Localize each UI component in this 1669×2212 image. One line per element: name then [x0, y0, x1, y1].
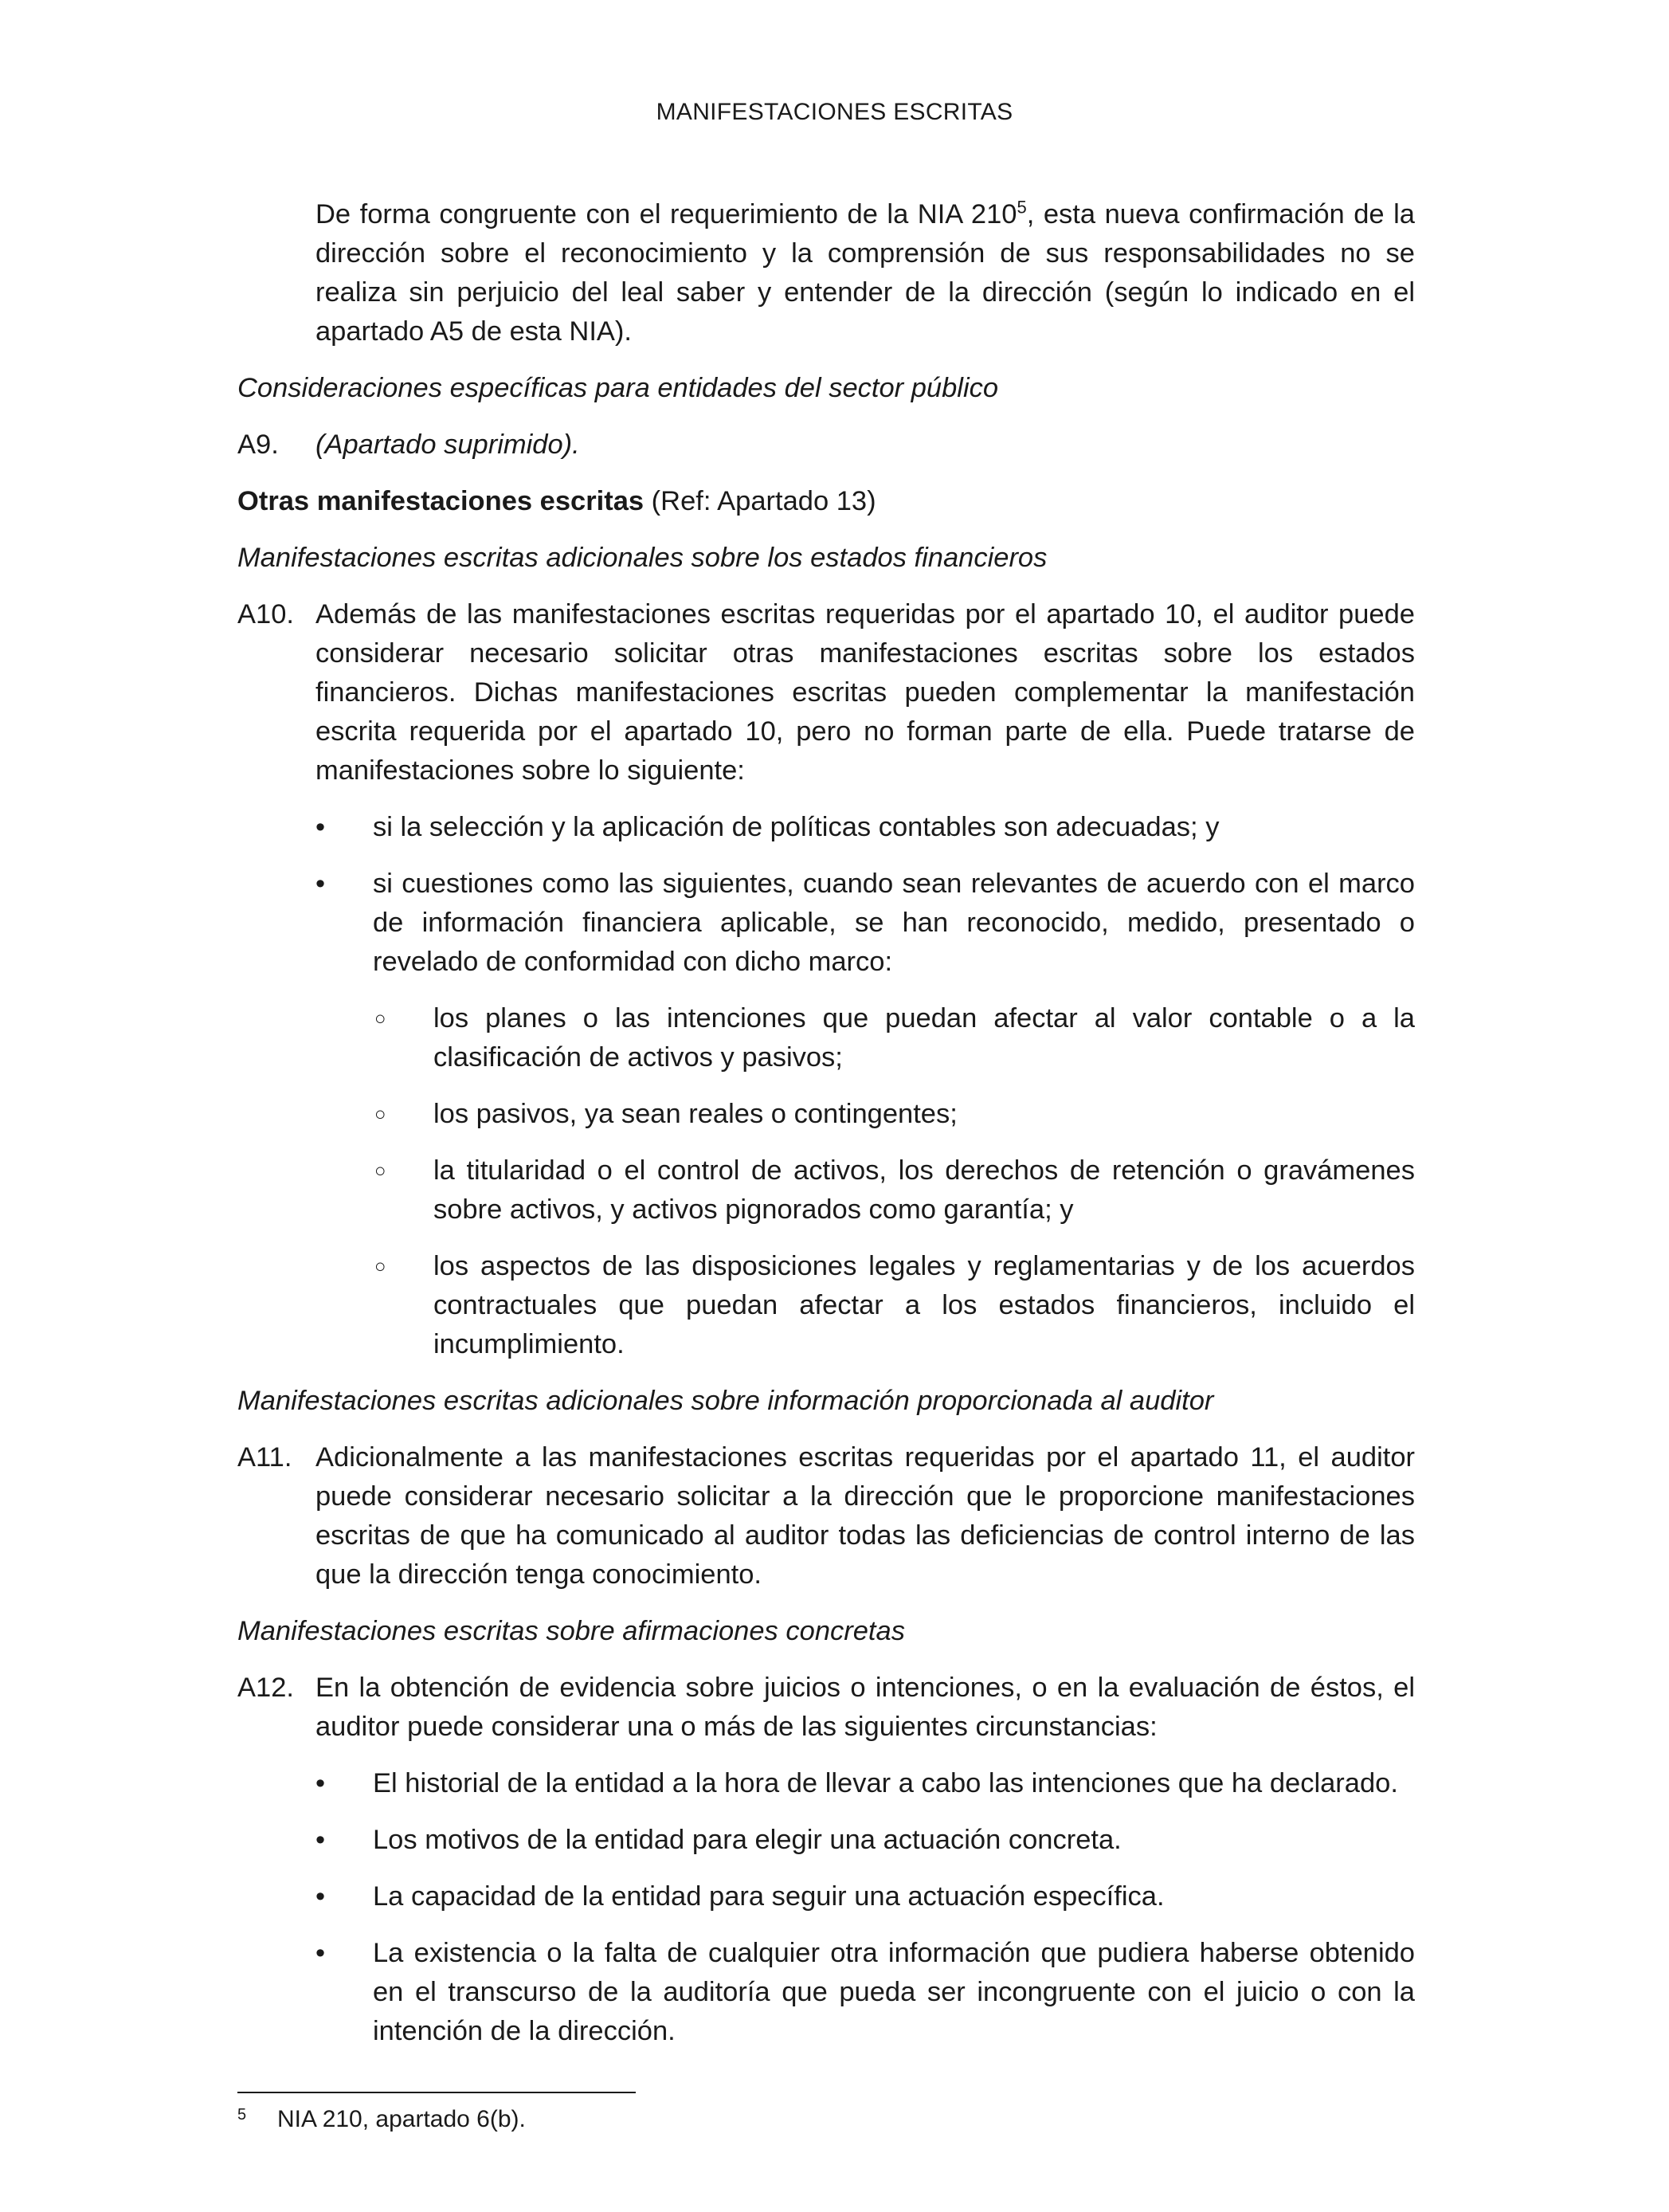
bullet-icon: •	[315, 1881, 326, 1912]
sub-list-item-text: los aspectos de las disposiciones legales y reglamentarias y de los acuerdos contractuales que puedan afectar a los estados financieros, incluido el incumplimiento.	[433, 1251, 1415, 1359]
list-item-text: si cuestiones como las siguientes, cuando sean relevantes de acuerdo con el marco de información financiera aplicable, se han reconocido, medido, presentado o revelado de conformidad con dicho marco:	[373, 869, 1415, 977]
paragraph-text: Adicionalmente a las manifestaciones escritas requeridas por el apartado 11, el auditor puede considerar necesario solicitar a la dirección que le proporcione manifestaciones escritas de que ha comunicado al auditor todas las deficiencias de control interno de las que la dirección tenga conocimiento.	[315, 1442, 1415, 1590]
sub-list-item-text: la titularidad o el control de activos, los derechos de retención o gravámenes sobre activos, y activos pignorados como garantía; y	[433, 1155, 1415, 1225]
circle-bullet-icon: ○	[374, 1008, 386, 1030]
list-item-text: si la selección y la aplicación de políticas contables son adecuadas; y	[373, 812, 1220, 842]
heading-bold: Otras manifestaciones escritas	[237, 486, 644, 516]
running-header: MANIFESTACIONES ESCRITAS	[656, 99, 1013, 125]
paragraph-text: Además de las manifestaciones escritas requeridas por el apartado 10, el auditor puede considerar necesario solicitar otras manifestaciones escritas sobre los estados financieros. Dichas manifestaciones escritas pueden complementar la manifestación escrita requerida por el apartado 10, pero no forman parte de ella. Puede tratarse de manifestaciones sobre lo siguiente:	[315, 599, 1415, 786]
section-heading-public: Consideraciones específicas para entidades del sector público	[237, 373, 999, 403]
footnote-ref[interactable]: 5	[1017, 197, 1027, 218]
list-item	[315, 1764, 1415, 1803]
section-heading-info: Manifestaciones escritas adicionales sobre información proporcionada al auditor	[237, 1386, 1214, 1416]
sub-list-item	[373, 999, 1415, 1077]
footnote	[237, 2104, 526, 2136]
paragraph-text: En la obtención de evidencia sobre juicios o intenciones, o en la evaluación de éstos, el auditor puede considerar una o más de las siguientes circunstancias:	[315, 1673, 1415, 1742]
list-item	[315, 865, 1415, 982]
circle-bullet-icon: ○	[374, 1160, 386, 1182]
section-heading-financial: Manifestaciones escritas adicionales sobre los estados financieros	[237, 543, 1048, 573]
bullet-icon: •	[315, 869, 326, 899]
sub-list-item-text: los pasivos, ya sean reales o contingentes;	[433, 1099, 958, 1129]
list-item-text: La capacidad de la entidad para seguir una actuación específica.	[373, 1881, 1165, 1912]
bullet-icon: •	[315, 1768, 326, 1798]
section-heading-other	[237, 482, 1415, 521]
paragraph-a11	[237, 1438, 1415, 1594]
paragraph-number: A12.	[237, 1673, 294, 1703]
list-item	[315, 808, 1415, 847]
footnote-number: 5	[237, 2106, 247, 2124]
footnote-divider	[237, 2092, 636, 2093]
section-heading-specific: Manifestaciones escritas sobre afirmaciones concretas	[237, 1616, 905, 1646]
sub-list-item	[373, 1095, 1415, 1134]
circle-bullet-icon: ○	[374, 1104, 386, 1125]
paragraph-a12	[237, 1669, 1415, 1747]
sub-list-item-text: los planes o las intenciones que puedan afectar al valor contable o a la clasificación de activos y pasivos;	[433, 1003, 1415, 1073]
sub-list-item	[373, 1247, 1415, 1364]
paragraph-number: A10.	[237, 599, 294, 629]
footnote-text: NIA 210, apartado 6(b).	[277, 2106, 526, 2132]
paragraph-number: A9.	[237, 429, 279, 460]
sub-list-item	[373, 1151, 1415, 1230]
heading-ref: (Ref: Apartado 13)	[644, 486, 876, 516]
list-item	[315, 1934, 1415, 2051]
paragraph-number: A11.	[237, 1442, 292, 1473]
list-item-text: La existencia o la falta de cualquier otra información que pudiera haberse obtenido en el transcurso de la auditoría que pueda ser incongruente con el juicio o con la intención de la dirección.	[373, 1938, 1415, 2046]
list-item	[315, 1877, 1415, 1916]
paragraph-text: (Apartado suprimido).	[315, 429, 580, 460]
paragraph-a9	[237, 426, 1415, 465]
intro-text-continued: , esta nueva confirmación de la dirección sobre el reconocimiento y la comprensión de sus responsabilidades no se realiza sin perjuicio del leal saber y entender de la dirección (según lo indicado en el apartado A5 de esta NIA).	[315, 199, 1415, 347]
bullet-icon: •	[315, 1825, 326, 1855]
intro-text: De forma congruente con el requerimiento de la NIA 210	[315, 199, 1017, 229]
bullet-icon: •	[315, 1938, 326, 1968]
bullet-icon: •	[315, 812, 326, 842]
list-item-text: Los motivos de la entidad para elegir una actuación concreta.	[373, 1825, 1122, 1855]
circle-bullet-icon: ○	[374, 1256, 386, 1277]
list-item-text: El historial de la entidad a la hora de llevar a cabo las intenciones que ha declarado.	[373, 1768, 1398, 1798]
list-item	[315, 1821, 1415, 1860]
paragraph-a10	[237, 595, 1415, 790]
document-body	[237, 195, 1415, 2069]
intro-paragraph	[315, 195, 1415, 351]
